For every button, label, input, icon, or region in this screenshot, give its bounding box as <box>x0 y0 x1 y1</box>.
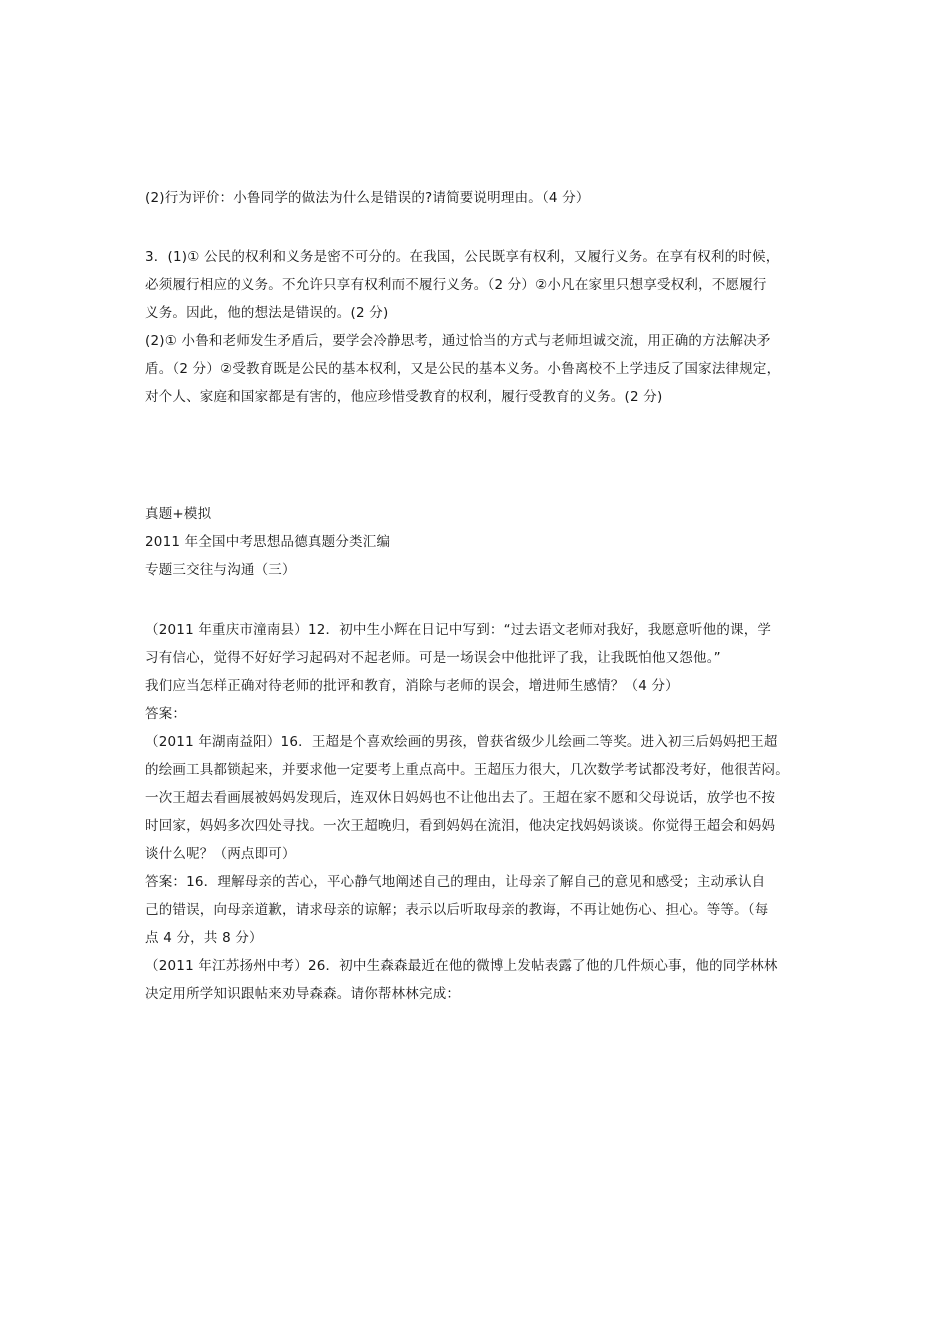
answer-line: 义务。因此，他的想法是错误的。(2 分) <box>145 305 389 321</box>
collection-title: 2011 年全国中考思想品德真题分类汇编 <box>145 534 391 550</box>
question-line: 我们应当怎样正确对待老师的批评和教育，消除与老师的误会，增进师生感情？（4 分） <box>145 678 679 694</box>
collection-label: 真题+模拟 <box>145 506 212 522</box>
answer-line: 对个人、家庭和国家都是有害的，他应珍惜受教育的权利，履行受教育的义务。(2 分) <box>145 389 663 405</box>
question-text: (2)行为评价：小鲁同学的做法为什么是错误的?请简要说明理由。（4 分） <box>145 190 590 206</box>
answer-line: 盾。（2 分）②受教育既是公民的基本权利，又是公民的基本义务。小鲁离校不上学违反了国家法律规定， <box>145 361 781 377</box>
question-line: 答案：16．理解母亲的苦心，平心静气地阐述自己的理由，让母亲了解自己的意见和感受；主动承认自 <box>145 874 766 890</box>
question-line: 的绘画工具都锁起来，并要求他一定要考上重点高中。王超压力很大，几次数学考试都没考好，他很苦闷。 <box>145 762 789 778</box>
answer-line: 3．(1)① 公民的权利和义务是密不可分的。在我国，公民既享有权利，又履行义务。在享有权利的时候， <box>145 249 780 265</box>
collection-subtitle: 专题三交往与沟通（三） <box>145 562 296 578</box>
question-line: （2011 年湖南益阳）16．王超是个喜欢绘画的男孩，曾获省级少儿绘画二等奖。进入初三后妈妈把王超 <box>145 734 778 750</box>
question-line: 决定用所学知识跟帖来劝导森森。请你帮林林完成： <box>145 986 461 1002</box>
question-line: 时回家，妈妈多次四处寻找。一次王超晚归，看到妈妈在流泪，他决定找妈妈谈谈。你觉得王超会和妈妈 <box>145 818 776 834</box>
question-line: （2011 年重庆市潼南县）12．初中生小辉在日记中写到：“过去语文老师对我好，我愿意听他的课，学 <box>145 622 772 638</box>
answer-3 <box>145 243 810 411</box>
collection-header <box>145 500 810 584</box>
answer-line: 必须履行相应的义务。不允许只享有权利而不履行义务。（2 分）②小凡在家里只想享受权利，不愿履行 <box>145 277 767 293</box>
question-line: 习有信心，觉得不好好学习起码对不起老师。可是一场误会中他批评了我，让我既怕他又怨他。” <box>145 650 721 666</box>
questions-section <box>145 616 810 1008</box>
question-2-evaluation <box>145 184 810 212</box>
question-line: 答案： <box>145 706 187 722</box>
question-line: 点 4 分，共 8 分） <box>145 930 263 946</box>
answer-line: (2)① 小鲁和老师发生矛盾后，要学会冷静思考，通过恰当的方式与老师坦诚交流，用正确的方法解决矛 <box>145 333 771 349</box>
question-line: 己的错误，向母亲道歉，请求母亲的谅解；表示以后听取母亲的教诲，不再让她伤心、担心。等等。（每 <box>145 902 769 918</box>
question-line: （2011 年江苏扬州中考）26．初中生森森最近在他的微博上发帖表露了他的几件烦心事，他的同学林林 <box>145 958 778 974</box>
question-line: 谈什么呢？（两点即可） <box>145 846 296 862</box>
question-line: 一次王超去看画展被妈妈发现后，连双休日妈妈也不让他出去了。王超在家不愿和父母说话，放学也不按 <box>145 790 776 806</box>
